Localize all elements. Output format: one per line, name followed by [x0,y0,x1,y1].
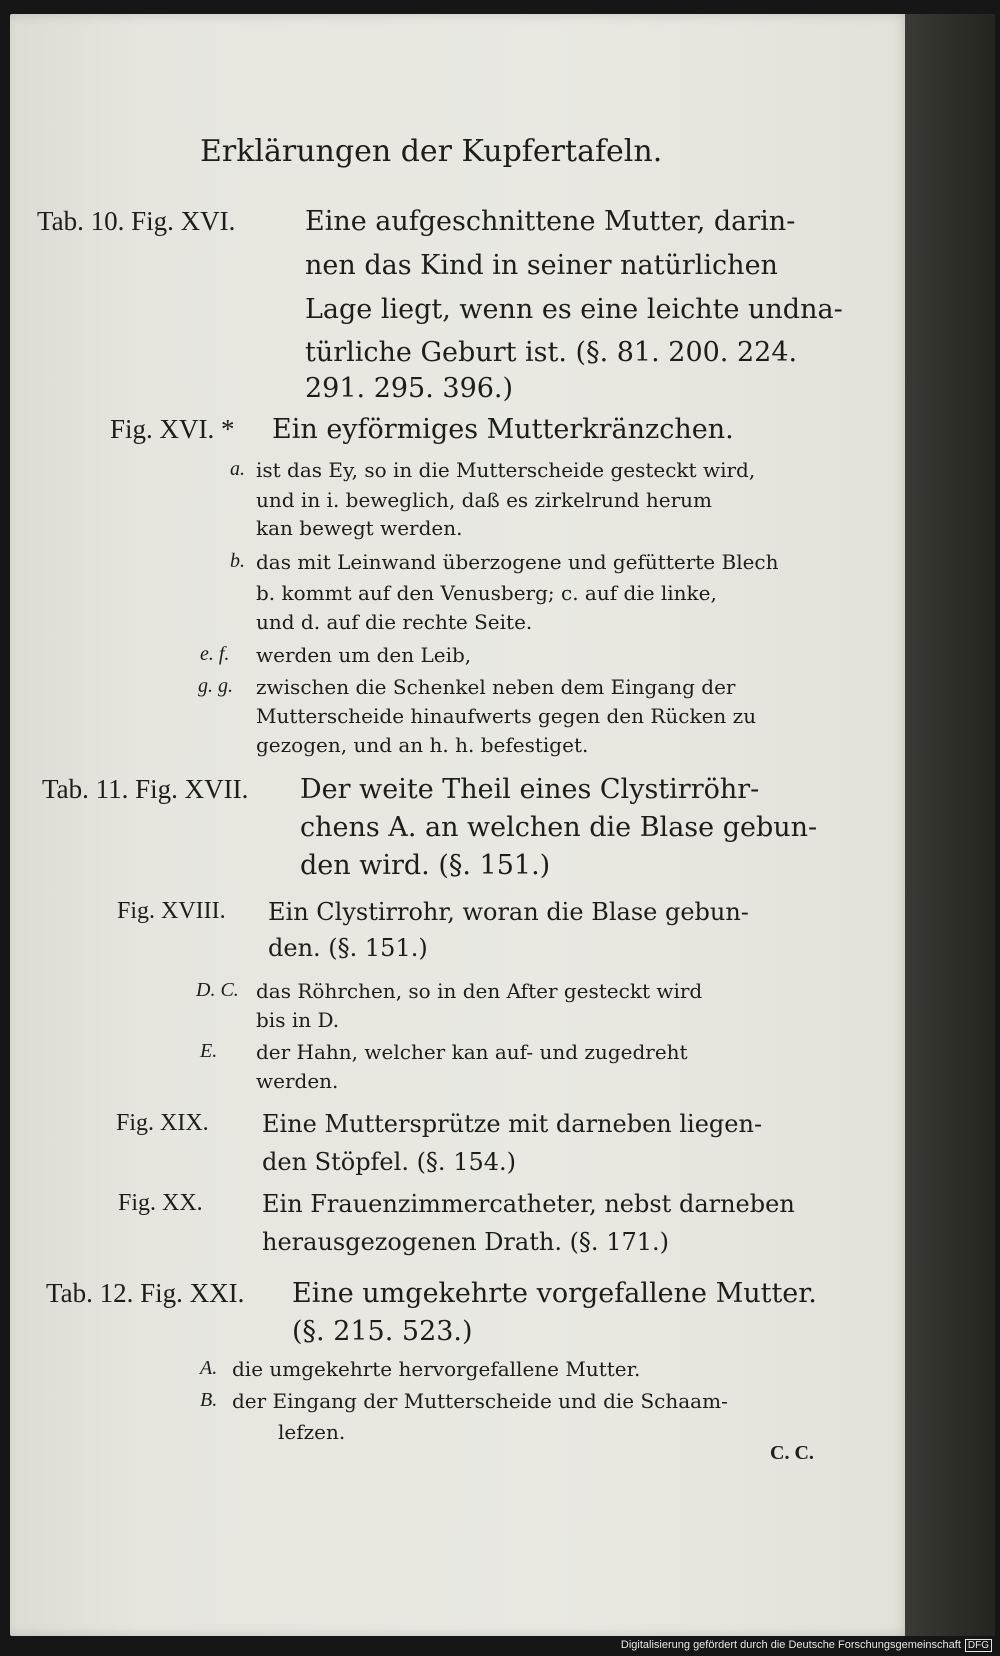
dfg-logo: DFG [965,1639,992,1652]
entry-label: e. f. [200,643,230,665]
footer-text: Digitalisierung gefördert durch die Deutsche Forschungsgemeinschaft [620,1639,961,1651]
entry-line: Eine Muttersprütze mit darneben liegen- [262,1110,763,1138]
entry-label: b. [230,550,245,572]
entry-label: D. C. [196,979,239,1001]
entry-label: Fig. XIX. [116,1110,209,1136]
entry-line: den Stöpfel. (§. 154.) [262,1148,516,1176]
entry-line: zwischen die Schenkel neben dem Eingang der [256,675,736,699]
entry-line: Eine aufgeschnittene Mutter, darin- [305,206,796,237]
entry-line: und d. auf die rechte Seite. [256,610,533,634]
entry-line: Ein Frauenzimmercatheter, nebst darneben [262,1190,795,1218]
entry-line: Ein eyförmiges Mutterkränzchen. [272,414,734,445]
entry-line: gezogen, und an h. h. befestiget. [256,733,589,757]
entry-line: 291. 295. 396.) [305,373,514,404]
entry-line: ist das Ey, so in die Mutterscheide gesteckt wird, [256,458,756,482]
entry-line: kan bewegt werden. [256,516,463,540]
entry-label: E. [200,1040,218,1062]
entry-line: Mutterscheide hinaufwerts gegen den Rücken zu [256,704,757,728]
entry-line: der Hahn, welcher kan auf- und zugedreht [256,1040,688,1064]
entry-line: den. (§. 151.) [268,934,428,962]
entry-line: b. kommt auf den Venusberg; c. auf die linke, [256,581,717,605]
entry-label: Tab. 11. Fig. XVII. [42,774,249,804]
entry-line: türliche Geburt ist. (§. 81. 200. 224. [305,337,798,368]
entry-line: das Röhrchen, so in den After gesteckt wird [256,979,703,1003]
entry-line: werden um den Leib, [256,643,472,667]
entry-label: a. [230,458,245,480]
entry-line: chens A. an welchen die Blase gebun- [300,812,818,843]
entry-line: Eine umgekehrte vorgefallene Mutter. [292,1278,817,1309]
entry-label: A. [200,1357,218,1379]
catchword: C. C. [770,1442,814,1464]
entry-label: Tab. 10. Fig. XVI. [37,206,236,236]
entry-line: nen das Kind in seiner natürlichen [305,250,778,281]
entry-label: B. [200,1389,218,1411]
footer-credit [621,1639,992,1652]
entry-line: die umgekehrte hervorgefallene Mutter. [232,1357,641,1381]
entry-line: Der weite Theil eines Clystirröhr- [300,774,760,805]
entry-label: Fig. XX. [118,1190,203,1216]
entry-line: Ein Clystirrohr, woran die Blase gebun- [268,898,749,926]
entry-line: der Eingang der Mutterscheide und die Schaam- [232,1389,728,1413]
entry-line: den wird. (§. 151.) [300,850,551,881]
entry-line: werden. [256,1069,339,1093]
entry-label: Fig. XVI. * [110,414,235,444]
entry-line: lefzen. [278,1420,346,1444]
entry-line: und in i. beweglich, daß es zirkelrund herum [256,488,713,512]
entry-line: Lage liegt, wenn es eine leichte undna- [305,294,843,325]
entry-label: Tab. 12. Fig. XXI. [46,1278,245,1308]
entry-line: (§. 215. 523.) [292,1316,473,1347]
entry-line: herausgezogenen Drath. (§. 171.) [262,1228,669,1256]
book-edge [905,14,995,1636]
entry-line: bis in D. [256,1008,340,1032]
page-header: Erklärungen der Kupfertafeln. [200,134,663,169]
entry-label: Fig. XVIII. [117,898,226,924]
entry-line: das mit Leinwand überzogene und gefütterte Blech [256,550,779,574]
entry-label: g. g. [198,675,233,697]
